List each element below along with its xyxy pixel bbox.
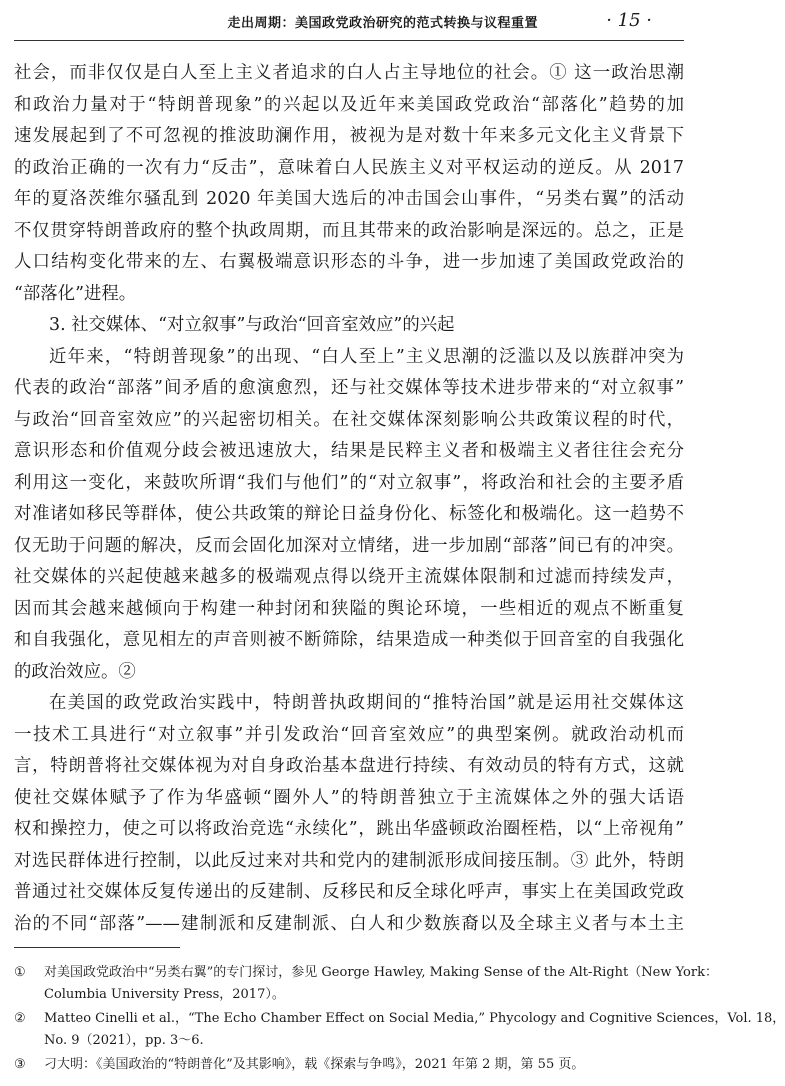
running-title: 走出周期：美国政党政治研究的范式转换与议程重置 bbox=[227, 16, 538, 31]
text-line: 治的不同“部落”——建制派和反建制派、白人和少数族裔以及全球主义者与本土主 bbox=[14, 913, 684, 934]
text-line: 的政治效应。② bbox=[14, 661, 136, 682]
footnote-number: ② bbox=[14, 1011, 26, 1026]
paragraph-2 bbox=[14, 342, 684, 689]
text-line: 近年来，“特朗普现象”的出现、“白人至上”主义思潮的泛滥以及以族群冲突为 bbox=[49, 346, 684, 367]
text-line: 对准诸如移民等群体，使公共政策的辩论日益身份化、标签化和极端化。这一趋势不 bbox=[14, 504, 684, 524]
running-header bbox=[0, 0, 698, 44]
footnote-rule bbox=[14, 947, 180, 948]
text-line: 一技术工具进行“对立叙事”并引发政治“回音室效应”的典型案例。就政治动机而 bbox=[14, 724, 684, 745]
text-line: 和自我强化，意见相左的声音则被不断筛除，结果造成一种类似于回音室的自我强化 bbox=[14, 630, 684, 650]
text-line: 与政治“回音室效应”的兴起密切相关。在社交媒体深刻影响公共政策议程的时代， bbox=[14, 409, 684, 430]
footnote-number: ③ bbox=[14, 1057, 26, 1072]
text-line: 对选民群体进行控制，以此反过来对共和党内的建制派形成间接压制。③ 此外，特朗 bbox=[14, 850, 684, 871]
text-line: 人口结构变化带来的左、右翼极端意识形态的斗争，进一步加速了美国政党政治的 bbox=[14, 252, 684, 272]
text-line: 不仅贯穿特朗普政府的整个执政周期，而且其带来的政治影响是深远的。总之，正是 bbox=[14, 220, 684, 241]
text-line: 的政治正确的一次有力“反击”，意味着白人民族主义对平权运动的逆反。从 2017 bbox=[14, 157, 684, 178]
body-text bbox=[14, 58, 684, 940]
paragraph-3 bbox=[14, 688, 684, 940]
text-line: 速发展起到了不可忽视的推波助澜作用，被视为是对数十年来多元文化主义背景下 bbox=[14, 126, 684, 146]
footnote-line: Matteo Cinelli et al.，“The Echo Chamber Effect on Social Media,” Phycology and Cognitive Sciences，Vol. 18， bbox=[44, 1011, 785, 1026]
text-line: 仅无助于问题的解决，反而会固化加深对立情绪，进一步加剧“部落”间已有的冲突。 bbox=[14, 535, 684, 556]
text-line: “部落化”进程。 bbox=[14, 283, 137, 304]
text-line: 和政治力量对于“特朗普现象”的兴起以及近年来美国政党政治“部落化”趋势的加 bbox=[14, 94, 684, 115]
footnote-line: 对美国政党政治中“另类右翼”的专门探讨，参见 George Hawley, Making Sense of the Alt-Right（New York： bbox=[44, 965, 718, 980]
paragraph-1 bbox=[14, 58, 684, 310]
footnote-line: 刁大明：《美国政治的“特朗普化”及其影响》，载《探索与争鸣》，2021 年第 2 期，第 55 页。 bbox=[44, 1057, 585, 1072]
footnote-line: Columbia University Press，2017）。 bbox=[44, 987, 285, 1002]
footnote-line: No. 9（2021），pp. 3～6. bbox=[44, 1033, 204, 1048]
text-line: 年的夏洛茨维尔骚乱到 2020 年美国大选后的冲击国会山事件，“另类右翼”的活动 bbox=[14, 189, 684, 209]
text-line: 代表的政治“部落”间矛盾的愈演愈烈，还与社交媒体等技术进步带来的“对立叙事” bbox=[14, 378, 684, 398]
footnote-2 bbox=[14, 1008, 785, 1052]
text-line: 言，特朗普将社交媒体视为对自身政治基本盘进行持续、有效动员的特有方式，这就 bbox=[14, 756, 684, 776]
text-line: 权和操控力，使之可以将政治竞选“永续化”，跳出华盛顿政治圈桎梏，以“上帝视角” bbox=[14, 819, 684, 839]
text-line: 意识形态和价值观分歧会被迅速放大，结果是民粹主义者和极端主义者往往会充分 bbox=[14, 441, 684, 461]
text-line: 使社交媒体赋予了作为华盛顿“圈外人”的特朗普独立于主流媒体之外的强大话语 bbox=[14, 787, 684, 808]
footnotes bbox=[14, 962, 785, 1078]
footnote-1 bbox=[14, 962, 718, 1006]
section-heading: 3. 社交媒体、“对立叙事”与政治“回音室效应”的兴起 bbox=[49, 315, 455, 335]
text-line: 社会，而非仅仅是白人至上主义者追求的白人占主导地位的社会。① 这一政治思潮 bbox=[14, 63, 684, 83]
text-line: 利用这一变化，来鼓吹所谓“我们与他们”的“对立叙事”，将政治和社会的主要矛盾 bbox=[14, 472, 684, 493]
header-rule bbox=[14, 40, 684, 41]
text-line: 在美国的政党政治实践中，特朗普执政期间的“推特治国”就是运用社交媒体这 bbox=[49, 693, 684, 713]
footnote-number: ① bbox=[14, 965, 26, 980]
text-line: 普通过社交媒体反复传递出的反建制、反移民和反全球化呼声，事实上在美国政党政 bbox=[14, 882, 684, 902]
footnote-3 bbox=[14, 1054, 684, 1076]
text-line: 社交媒体的兴起使越来越多的极端观点得以绕开主流媒体限制和过滤而持续发声， bbox=[14, 567, 684, 587]
page-number: · 15 · bbox=[606, 10, 652, 31]
text-line: 因而其会越来越倾向于构建一种封闭和狭隘的舆论环境，一些相近的观点不断重复 bbox=[14, 598, 684, 619]
